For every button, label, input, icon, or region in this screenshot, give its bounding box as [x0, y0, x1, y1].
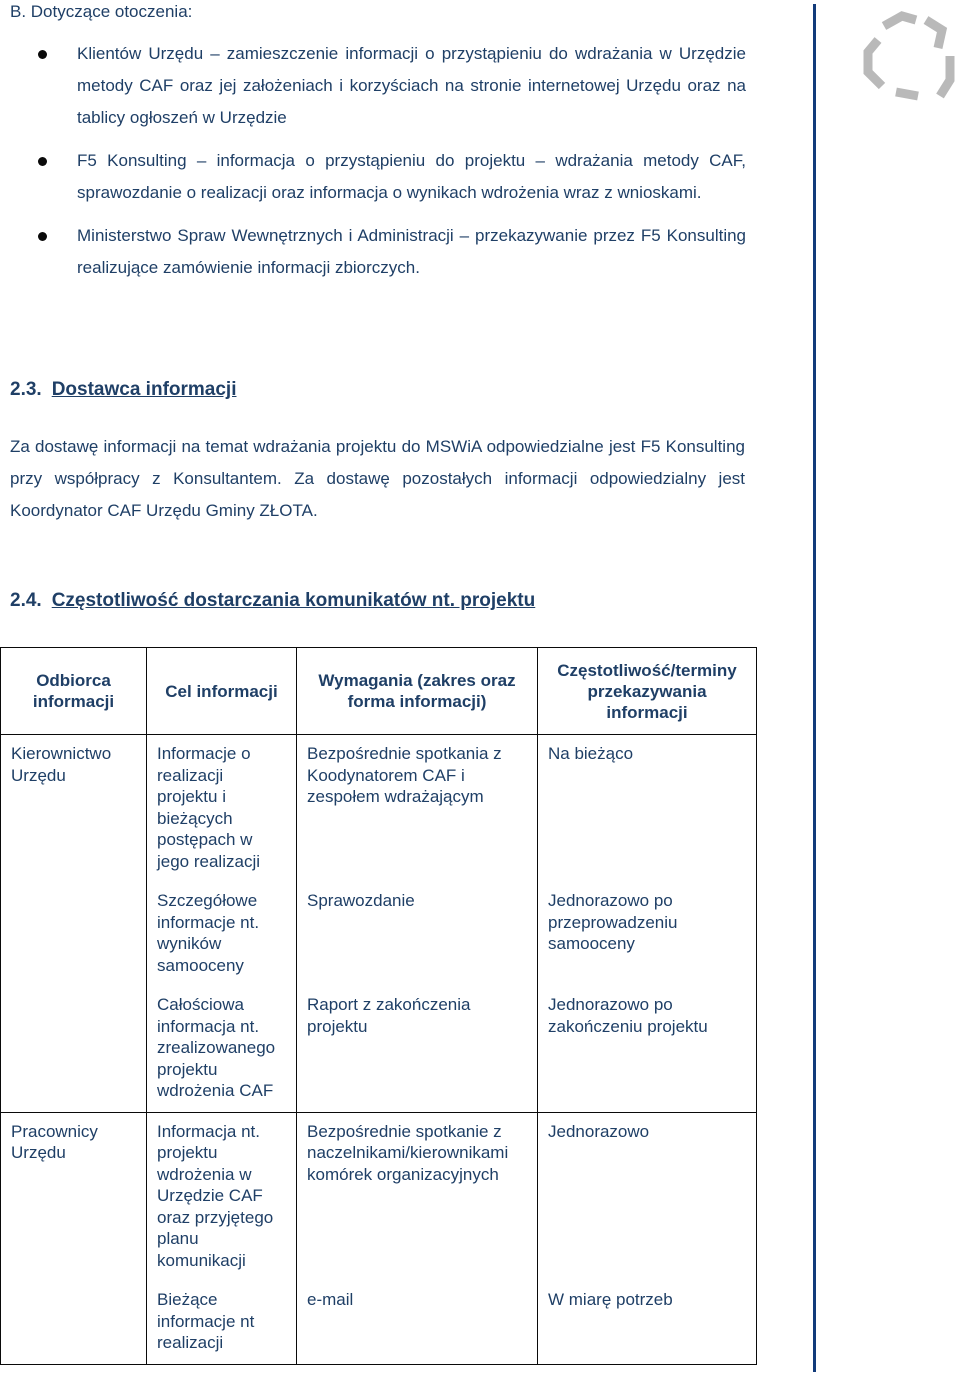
- table-cell: Raport z zakończenia projektu: [297, 986, 538, 1112]
- table-cell: Kierownictwo Urzędu: [1, 735, 147, 883]
- table-row: [1, 986, 757, 1112]
- table-cell: Całościowa informacja nt. zrealizowanego projektu wdrożenia CAF: [147, 986, 297, 1112]
- list-item: [34, 220, 746, 284]
- table-cell: Na bieżąco: [538, 735, 757, 883]
- table-cell: Pracownicy Urzędu: [1, 1112, 147, 1281]
- table-cell: Jednorazowo po zakończeniu projektu: [538, 986, 757, 1112]
- hexagon-logo-icon: [858, 8, 958, 104]
- list-item: [34, 145, 746, 209]
- section-title: Dostawca informacji: [51, 379, 237, 400]
- column-header: Odbiorca informacji: [1, 648, 147, 735]
- table-cell: Bezpośrednie spotkania z Koodynatorem CAF i zespołem wdrażającym: [297, 735, 538, 883]
- list-item-text: F5 Konsulting – informacja o przystąpieniu do projektu – wdrażania metody CAF, sprawozdanie o realizacji oraz informacja o wynikach wdrożenia wraz z wnioskami.: [77, 151, 746, 202]
- table-cell: [1, 986, 147, 1112]
- list-item-text: Klientów Urzędu – zamieszczenie informacji o przystąpieniu do wdrażania w Urzędzie metody CAF oraz jej założeniach i korzyściach na stronie internetowej Urzędu oraz na tablicy ogłoszeń w Urzędzie: [77, 44, 746, 127]
- bullet-dot-icon: [38, 50, 47, 59]
- section-number: 2.4.: [10, 590, 42, 611]
- table-cell: W miarę potrzeb: [538, 1281, 757, 1364]
- table-cell: [1, 882, 147, 986]
- section-number: 2.3.: [10, 379, 42, 400]
- bullet-dot-icon: [38, 157, 47, 166]
- table-row: [1, 735, 757, 883]
- section-title: Częstotliwość dostarczania komunikatów nt. projektu: [51, 590, 536, 611]
- table-row: [1, 1281, 757, 1364]
- column-header: Wymagania (zakres oraz forma informacji): [297, 648, 538, 735]
- column-header: Częstotliwość/terminy przekazywania informacji: [538, 648, 757, 735]
- table-cell: Informacje o realizacji projektu i bieżących postępach w jego realizacji: [147, 735, 297, 883]
- bullet-dot-icon: [38, 232, 47, 241]
- table-cell: Jednorazowo po przeprowadzeniu samooceny: [538, 882, 757, 986]
- table-cell: Bezpośrednie spotkanie z naczelnikami/kierownikami komórek organizacyjnych: [297, 1112, 538, 1281]
- section-2-3-paragraph: Za dostawę informacji na temat wdrażania projektu do MSWiA odpowiedzialne jest F5 Konsulting przy współpracy z Konsultantem. Za dostawę pozostałych informacji odpowiedzialny jest Koordynator CAF Urzędu Gminy ZŁOTA.: [10, 437, 745, 520]
- list-item: [34, 38, 746, 134]
- section-2-3-heading: [10, 377, 236, 403]
- section-2-4-heading: [10, 588, 535, 614]
- table-cell: Sprawozdanie: [297, 882, 538, 986]
- section-heading: B. Dotyczące otoczenia:: [10, 2, 193, 21]
- margin-vertical-rule: [813, 4, 816, 1372]
- table-cell: Szczegółowe informacje nt. wyników samooceny: [147, 882, 297, 986]
- list-item-text: Ministerstwo Spraw Wewnętrznych i Administracji – przekazywanie przez F5 Konsulting realizujące zamówienie informacji zbiorczych.: [77, 226, 746, 277]
- bullet-list: [34, 38, 746, 295]
- table-cell: [1, 1281, 147, 1364]
- table-row: [1, 882, 757, 986]
- table-row: [1, 1112, 757, 1281]
- table-cell: Jednorazowo: [538, 1112, 757, 1281]
- column-header: Cel informacji: [147, 648, 297, 735]
- communication-table: [0, 647, 757, 1365]
- table-header-row: [1, 648, 757, 735]
- table-cell: e-mail: [297, 1281, 538, 1364]
- table-cell: Informacja nt. projektu wdrożenia w Urzędzie CAF oraz przyjętego planu komunikacji: [147, 1112, 297, 1281]
- table-cell: Bieżące informacje nt realizacji: [147, 1281, 297, 1364]
